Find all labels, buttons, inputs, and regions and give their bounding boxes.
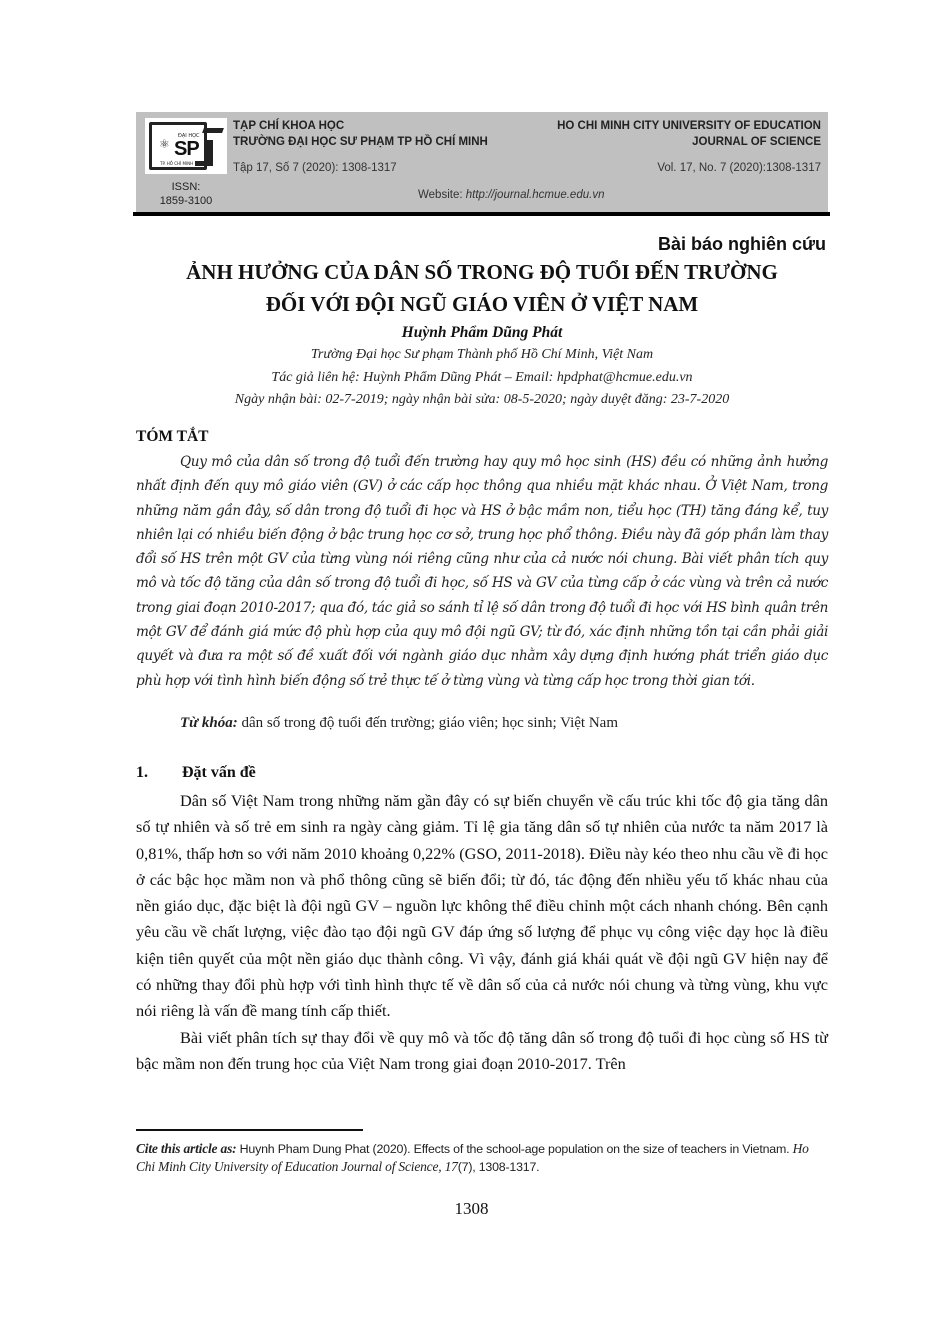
keywords bbox=[180, 715, 618, 732]
journal-name-en-line1: HO CHI MINH CITY UNIVERSITY OF EDUCATION bbox=[557, 120, 821, 132]
journal-website bbox=[418, 189, 604, 201]
logo-bar-icon bbox=[195, 161, 213, 166]
issn-value: 1859-3100 bbox=[159, 195, 213, 207]
cite-issue: (7), 1308-1317. bbox=[457, 1160, 540, 1174]
author-affiliation: Trường Đại học Sư phạm Thành phố Hồ Chí Minh, Việt Nam bbox=[310, 347, 654, 362]
footnote-rule bbox=[136, 1129, 363, 1131]
volume-info-vn: Tập 17, Số 7 (2020): 1308-1317 bbox=[233, 162, 397, 174]
cite-journal: Ho Chi Minh City University of Education Journal of Science, 17 bbox=[136, 1141, 809, 1174]
cite-text: Huynh Pham Dung Phat (2020). Effects of the school-age population on the size of teachers in Vietnam. bbox=[236, 1142, 793, 1156]
article-title-line2: ĐỐI VỚI ĐỘI NGŨ GIÁO VIÊN Ở VIỆT NAM bbox=[265, 292, 699, 316]
university-logo bbox=[145, 118, 227, 174]
article-type: Bài báo nghiên cứu bbox=[657, 234, 826, 254]
abstract-text: Quy mô của dân số trong độ tuổi đến trường hay quy mô học sinh (HS) đều có những ảnh hưởng nhất định đến quy mô giáo viên (GV) ở các cấp học thông qua nhiều mặt khác nhau. Ở Việt Nam, trong những năm gần đây, số dân trong độ tuổi đi học và HS ở bậc mầm non, tiểu học (TH) tăng đáng kể, tuy nhiên lại có nhiều biến động ở bậc trung học cơ sở, trung học phổ thông. Điều này đã góp phần làm thay đổi số HS trên một GV của từng vùng nói riêng cũng như của cả nước nói chung. Bài viết phân tích quy mô và tốc độ tăng của dân số trong độ tuổi đi học, số HS và GV của từng cấp ở các vùng và trên cả nước trong giai đoạn 2010-2017; qua đó, tác giả so sánh tỉ lệ số dân trong độ tuổi đi học với HS bình quân trên một GV để đánh giá mức độ phù hợp của quy mô đội ngũ GV; từ đó, xác định những tồn tại cần phải giải quyết và đưa ra một số đề xuất đối với ngành giáo dục nhằm xây dựng định hướng phát triển giáo dục phù hợp với tình hình biến động số trẻ thực tế ở từng vùng và từng cấp học trong thời gian tới. bbox=[136, 454, 828, 689]
logo-bottom-text: TP. HỒ CHÍ MINH bbox=[160, 161, 194, 166]
body-paragraph: Bài viết phân tích sự thay đổi về quy mô và tốc độ tăng dân số trong độ tuổi đi học cùng số HS từ bậc mầm non đến trung học của Việt Nam trong giai đoạn 2010-2017. Trên bbox=[136, 1027, 828, 1073]
issn bbox=[146, 180, 226, 208]
header-rule bbox=[133, 212, 830, 216]
logo-top-text: ĐẠI HỌC bbox=[178, 133, 200, 139]
abstract-heading: TÓM TẮT bbox=[136, 428, 209, 445]
journal-name-en-line2: JOURNAL OF SCIENCE bbox=[692, 136, 821, 148]
article-dates: Ngày nhận bài: 02-7-2019; ngày nhận bài sửa: 08-5-2020; ngày duyệt đăng: 23-7-2020 bbox=[234, 392, 730, 407]
section-number: 1. bbox=[136, 764, 148, 781]
logo-bar-icon bbox=[202, 128, 224, 133]
corresponding-author: Tác giả liên hệ: Huỳnh Phẩm Dũng Phát – Email: hpdphat@hcmue.edu.vn bbox=[271, 370, 693, 385]
citation-footnote bbox=[136, 1140, 828, 1176]
volume-info-en: Vol. 17, No. 7 (2020):1308-1317 bbox=[657, 162, 821, 174]
atom-icon: ⚛ bbox=[159, 137, 170, 151]
issn-label: ISSN: bbox=[171, 181, 201, 193]
article-title-line1: ẢNH HƯỞNG CỦA DÂN SỐ TRONG ĐỘ TUỔI ĐẾN TRƯỜNG bbox=[186, 260, 778, 284]
cite-label: Cite this article as: bbox=[136, 1141, 237, 1156]
keywords-label: Từ khóa: bbox=[180, 715, 238, 731]
page-number: 1308 bbox=[454, 1199, 489, 1218]
keywords-text: dân số trong độ tuổi đến trường; giáo viên; học sinh; Việt Nam bbox=[237, 715, 619, 731]
author-name: Huỳnh Phẩm Dũng Phát bbox=[401, 324, 563, 341]
section-title: Đặt vấn đề bbox=[182, 764, 256, 781]
section-body bbox=[136, 788, 828, 1077]
website-link[interactable]: http://journal.hcmue.edu.vn bbox=[465, 189, 605, 201]
section-heading bbox=[136, 764, 256, 782]
journal-name-vn-line2: TRƯỜNG ĐẠI HỌC SƯ PHẠM TP HỒ CHÍ MINH bbox=[233, 136, 488, 148]
journal-name-vn-line1: TẠP CHÍ KHOA HỌC bbox=[233, 120, 345, 132]
abstract-body bbox=[136, 450, 828, 693]
logo-main-text: SP bbox=[174, 138, 199, 160]
website-label: Website: bbox=[418, 189, 466, 201]
body-paragraph: Dân số Việt Nam trong những năm gần đây có sự biến chuyển về cấu trúc khi tốc độ gia tăng dân số tự nhiên và số trẻ em sinh ra ngày càng giảm. Tỉ lệ gia tăng dân số tự nhiên của nước ta năm 2017 là 0,81%, thấp hơn so với năm 2010 khoảng 0,22% (GSO, 2011-2018). Điều này kéo theo nhu cầu về đi học ở các bậc học mầm non và phổ thông cũng sẽ biến đổi; từ đó, tác động đến nhiều yếu tố khác nhau của nền giáo dục, đặc biệt là đội ngũ GV – nguồn lực không thể điều chỉnh một cách nhanh chóng. Bên cạnh yêu cầu về chất lượng, việc đào tạo đội ngũ GV đáp ứng số lượng để phục vụ công việc dạy học là điều kiện tiên quyết của một nền giáo dục thành công. Vì vậy, đánh giá khái quát về đội ngũ GV hiện nay để có những thay đổi phù hợp với tình hình thực tế về dân số của cả nước nói chung và từng vùng, khu vực nói riêng là vấn đề mang tính cấp thiết. bbox=[136, 791, 828, 1021]
